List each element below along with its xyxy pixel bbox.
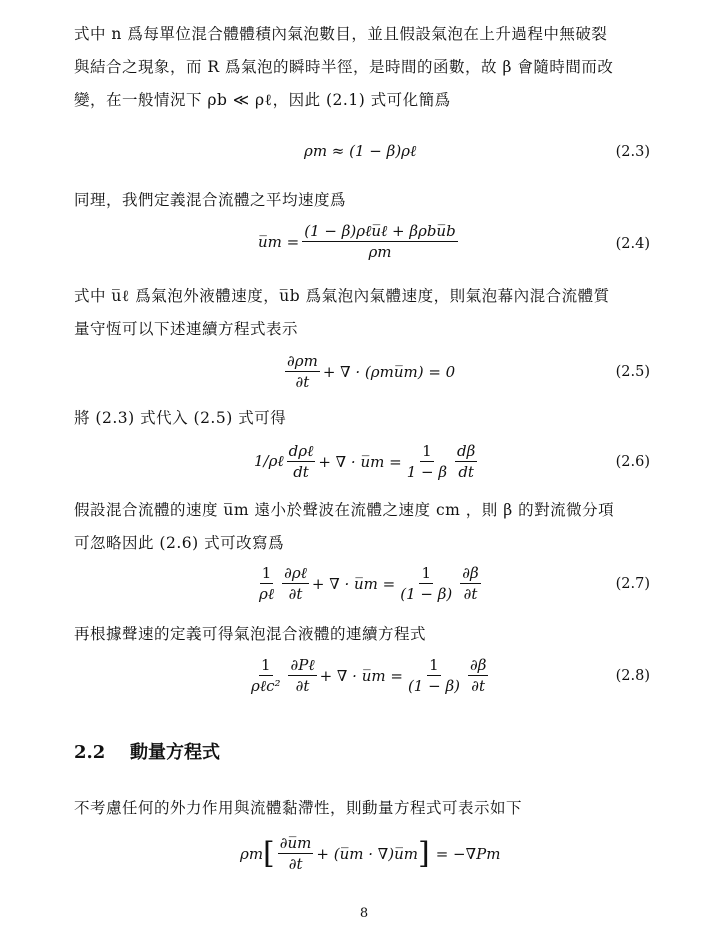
equation-number: (2.5)	[615, 364, 650, 380]
fraction-denominator: dt	[458, 463, 474, 481]
fraction-denominator: ρℓc²	[251, 677, 281, 695]
equation-number: (2.7)	[615, 576, 650, 592]
equation-rhs: = −∇Pm	[435, 844, 501, 863]
text-line: 可忽略因此 (2.6) 式可改寫爲	[74, 534, 285, 552]
text-line: 再根據聲速的定義可得氣泡混合液體的連續方程式	[74, 625, 427, 643]
equation-fraction	[302, 222, 457, 261]
equation-2-8	[74, 656, 650, 696]
fraction-numerator: ∂Pℓ	[290, 656, 315, 674]
equation-fraction	[460, 564, 480, 603]
equation-fraction	[249, 656, 282, 695]
fraction-numerator: ∂u̅m	[279, 834, 312, 852]
fraction-numerator: ∂ρℓ	[284, 564, 307, 582]
equation-middle: + ∇ · u̅m =	[318, 452, 402, 471]
section-heading	[74, 738, 220, 764]
fraction-denominator: ρℓ	[259, 585, 275, 603]
equation-fraction	[282, 564, 309, 603]
fraction-numerator: 1	[260, 656, 271, 674]
equation-fraction	[398, 564, 454, 603]
equation-prefix: ρm	[240, 844, 264, 863]
equation-fraction	[455, 442, 477, 481]
equation-2-3	[74, 136, 650, 176]
equation-2-6	[74, 442, 650, 482]
equation-fraction	[288, 656, 316, 695]
fraction-numerator: 1	[261, 564, 272, 582]
equation-fraction	[285, 352, 320, 391]
equation-fraction	[257, 564, 276, 603]
left-bracket: [	[263, 835, 275, 871]
text-line: 同理，我們定義混合流體之平均速度爲	[74, 191, 347, 209]
page-number: 8	[359, 906, 369, 921]
fraction-numerator: ∂ρm	[287, 352, 318, 370]
equation-prefix: 1/ρℓ	[254, 452, 284, 470]
fraction-numerator: 1	[421, 564, 432, 582]
paragraph-continuity	[74, 280, 654, 346]
equation-lhs: u̅m =	[258, 232, 300, 251]
equation-fraction	[406, 656, 462, 695]
equation-number: (2.6)	[615, 454, 650, 470]
equation-middle: + ∇ · u̅m =	[319, 666, 403, 685]
equation-fraction	[278, 834, 314, 873]
fraction-numerator: 1	[429, 656, 439, 674]
text-line: 與結合之現象，而 R 爲氣泡的瞬時半徑，是時間的函數，故 β 會隨時間而改	[74, 58, 614, 76]
equation-fraction	[405, 442, 449, 481]
equation-fraction	[468, 656, 488, 695]
fraction-denominator: 1 − β	[406, 463, 448, 481]
equation-2-5	[74, 352, 650, 392]
equation-2-7	[74, 564, 650, 604]
fraction-numerator: dρℓ	[288, 442, 314, 460]
text-line: 式中 u̅ℓ 爲氣泡外液體速度，u̅b 爲氣泡內氣體速度，則氣泡幕內混合流體質	[74, 287, 610, 305]
fraction-denominator: (1 − β)	[400, 585, 453, 603]
fraction-denominator: dt	[293, 463, 309, 481]
text-line: 將 (2.3) 式代入 (2.5) 式可得	[74, 409, 287, 427]
text-line: 變，在一般情況下 ρb ≪ ρℓ，因此 (2.1) 式可化簡爲	[74, 91, 451, 109]
equation-2-4	[74, 222, 650, 262]
equation-number: (2.8)	[615, 668, 650, 684]
fraction-denominator: ∂t	[471, 677, 486, 695]
equation-number: (2.3)	[615, 144, 650, 160]
section-title: 動量方程式	[130, 742, 220, 763]
fraction-denominator: ∂t	[295, 373, 310, 391]
text-line: 量守恆可以下述連續方程式表示	[74, 320, 299, 338]
text-line: 式中 n 爲每單位混合體體積內氣泡數目，並且假設氣泡在上升過程中無破裂	[74, 25, 608, 43]
paragraph-sound-speed	[74, 618, 654, 651]
fraction-numerator: ∂β	[469, 656, 487, 674]
fraction-denominator: ρm	[368, 243, 392, 261]
fraction-numerator: (1 − β)ρℓu̅ℓ + βρbu̅b	[304, 222, 456, 240]
fraction-denominator: ∂t	[295, 677, 310, 695]
equation-fraction	[287, 442, 316, 481]
right-bracket: ]	[418, 835, 430, 871]
equation-number: (2.4)	[615, 236, 650, 252]
paragraph-bubble-density	[74, 18, 654, 117]
text-line: 不考慮任何的外力作用與流體黏滯性，則動量方程式可表示如下	[74, 799, 523, 817]
equation-text: ρm ≈ (1 − β)ρℓ	[304, 142, 417, 160]
fraction-denominator: ∂t	[288, 855, 303, 873]
fraction-denominator: ∂t	[463, 585, 478, 603]
fraction-numerator: ∂β	[462, 564, 479, 582]
text-line: 假設混合流體的速度 u̅m 遠小於聲波在流體之速度 cm ，則 β 的對流微分項	[74, 501, 615, 519]
paragraph-substitute	[74, 402, 654, 435]
fraction-denominator: ∂t	[288, 585, 303, 603]
paragraph-convective-term	[74, 494, 654, 560]
fraction-denominator: (1 − β)	[407, 677, 460, 695]
paragraph-momentum	[74, 792, 654, 825]
paragraph-mean-velocity	[74, 184, 654, 217]
equation-middle: + (u̅m · ∇)u̅m	[316, 844, 418, 863]
equation-rest: + ∇ · (ρmu̅m) = 0	[322, 362, 456, 381]
section-number: 2.2	[74, 742, 106, 763]
fraction-numerator: dβ	[457, 442, 476, 460]
equation-middle: + ∇ · u̅m =	[311, 574, 396, 593]
fraction-numerator: 1	[422, 442, 432, 460]
equation-momentum	[74, 834, 650, 874]
